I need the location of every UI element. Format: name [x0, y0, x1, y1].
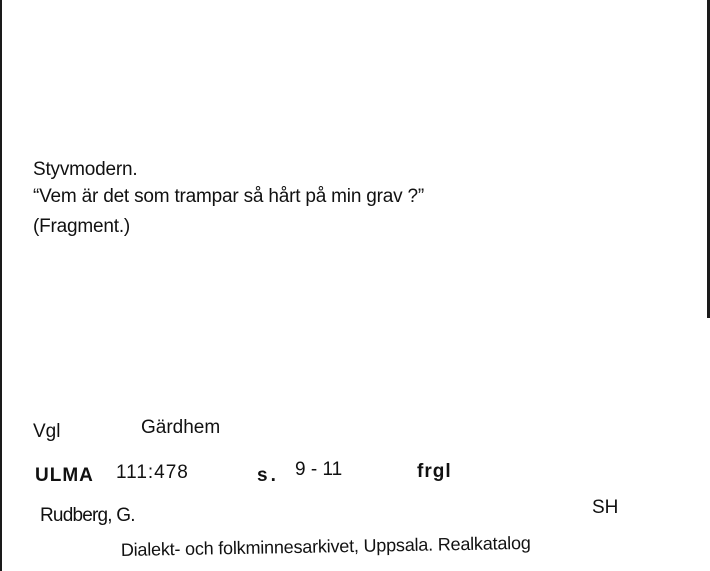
record-note: (Fragment.) — [33, 216, 131, 237]
archive-number: 111:478 — [116, 462, 189, 483]
record-type: frgl — [417, 461, 452, 482]
card-left-edge — [0, 0, 2, 571]
page-range: 9 - 11 — [295, 459, 343, 480]
region-code: Vgl — [33, 421, 61, 442]
record-first-line: “Vem är det som trampar så hårt på min grav ?” — [33, 186, 425, 207]
record-title: Styvmodern. — [33, 159, 138, 180]
archive-footer: Dialekt- och folkminnesarkivet, Uppsala. Realkatalog — [120, 532, 531, 560]
collector-initials: SH — [592, 497, 619, 518]
archive-code: ULMA — [35, 465, 94, 486]
page-label: s. — [257, 465, 279, 486]
collector-name: Rudberg, G. — [40, 505, 135, 526]
parish-name: Gärdhem — [141, 417, 221, 438]
